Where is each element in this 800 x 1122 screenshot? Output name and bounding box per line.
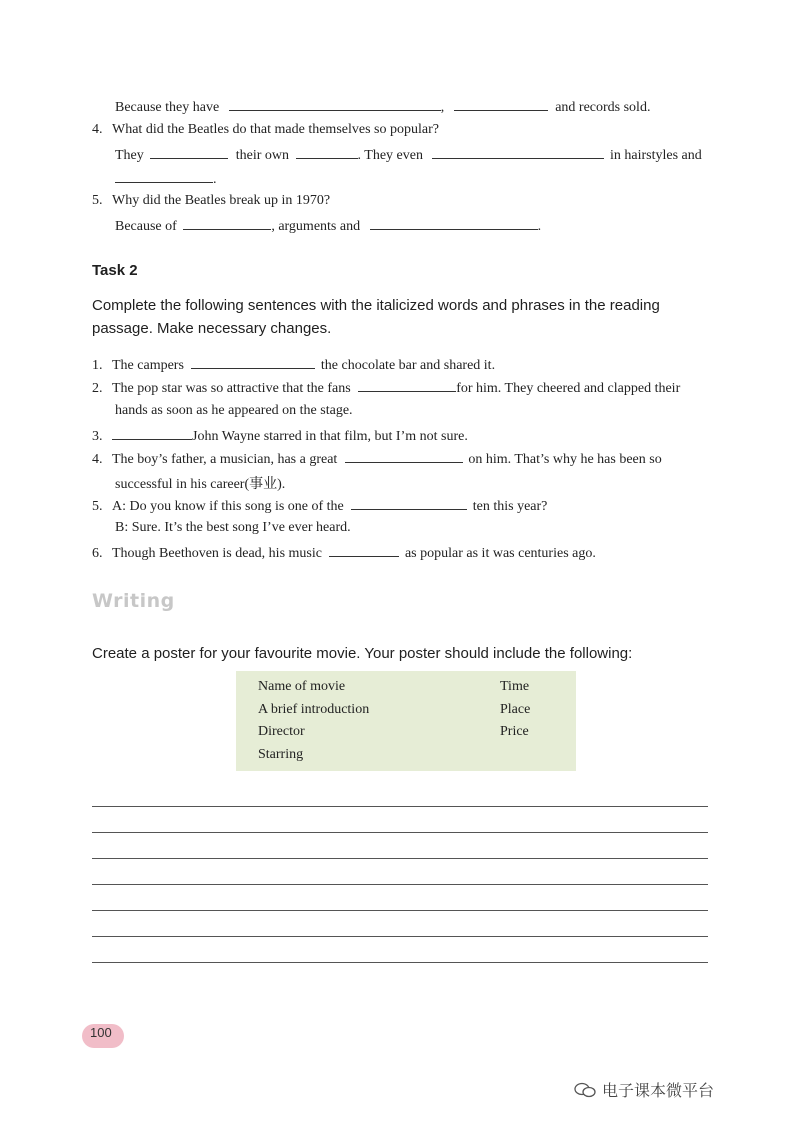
text: The pop star was so attractive that the fans <box>112 381 351 396</box>
task1-q3-answer-line <box>115 98 650 116</box>
writing-line[interactable] <box>92 832 708 833</box>
text: Though Beethoven is dead, his music <box>112 546 322 561</box>
poster-item: Name of movie <box>258 679 346 694</box>
task2-instruction-cont: passage. Make necessary changes. <box>92 320 332 337</box>
sentence-number: 3. <box>92 429 103 444</box>
question-number: 5. <box>92 193 103 208</box>
question-text: Why did the Beatles break up in 1970? <box>112 193 331 208</box>
task1-q5-answer-line <box>115 217 541 235</box>
task2-sentence-5 <box>92 497 547 515</box>
text: as popular as it was centuries ago. <box>404 546 596 561</box>
text: John Wayne starred in that film, but I’m not sure. <box>192 429 468 444</box>
answer-blank[interactable] <box>296 146 358 159</box>
task2-instruction: Complete the following sentences with the italicized words and phrases in the reading <box>92 297 660 314</box>
text: the chocolate bar and shared it. <box>320 358 496 373</box>
answer-blank[interactable] <box>345 450 463 463</box>
task2-sentence-5-reply: B: Sure. It’s the best song I’ve ever heard. <box>115 520 351 535</box>
sentence-number: 1. <box>92 358 103 373</box>
poster-item: A brief introduction <box>258 702 370 717</box>
task1-q4-answer-line <box>115 146 702 164</box>
question-number: 4. <box>92 122 103 137</box>
answer-blank[interactable] <box>112 427 192 440</box>
text: Because of <box>115 219 177 234</box>
answer-blank[interactable] <box>329 544 399 557</box>
writing-line[interactable] <box>92 884 708 885</box>
task2-sentence-4 <box>92 450 662 468</box>
text: . They even <box>357 148 423 163</box>
text: The boy’s father, a musician, has a great <box>112 452 338 467</box>
writing-line[interactable] <box>92 962 708 963</box>
text: . <box>213 172 217 187</box>
task2-sentence-2 <box>92 379 680 397</box>
text: their own <box>235 148 290 163</box>
text: on him. That’s why he has been so <box>468 452 662 467</box>
text: in hairstyles and <box>609 148 702 163</box>
writing-line[interactable] <box>92 806 708 807</box>
sentence-number: 4. <box>92 452 103 467</box>
writing-instruction: Create a poster for your favourite movie. Your poster should include the following: <box>92 645 633 662</box>
sentence-number: 5. <box>92 499 103 514</box>
text: The campers <box>112 358 184 373</box>
poster-item: Price <box>500 724 529 739</box>
task2-sentence-1 <box>92 356 495 374</box>
text: . <box>537 219 542 234</box>
text: They <box>115 148 144 163</box>
watermark <box>574 1078 714 1101</box>
page-number: 100 <box>90 1025 112 1040</box>
task2-heading: Task 2 <box>92 262 138 279</box>
task2-sentence-2-cont: hands as soon as he appeared on the stage. <box>115 403 353 418</box>
text: and records sold. <box>555 100 651 115</box>
answer-blank[interactable] <box>370 217 538 230</box>
writing-line[interactable] <box>92 910 708 911</box>
text: A: Do you know if this song is one of the <box>112 499 344 514</box>
text: for him. They cheered and clapped their <box>456 381 681 396</box>
answer-blank[interactable] <box>454 98 548 111</box>
text: ten this year? <box>472 499 548 514</box>
answer-blank[interactable] <box>358 379 456 392</box>
watermark-text: 电子课本微平台 <box>602 1081 715 1100</box>
question-text: What did the Beatles do that made themselves so popular? <box>112 122 439 137</box>
text: Because they have <box>115 100 220 115</box>
answer-blank[interactable] <box>115 170 213 183</box>
answer-blank[interactable] <box>229 98 441 111</box>
task1-q5-question <box>92 193 330 209</box>
text: , <box>440 100 445 115</box>
answer-blank[interactable] <box>351 497 467 510</box>
writing-heading: Writing <box>92 590 175 612</box>
poster-item: Place <box>500 702 531 717</box>
task2-sentence-6 <box>92 544 596 562</box>
task2-sentence-4-cont: successful in his career(事业). <box>115 477 286 492</box>
answer-blank[interactable] <box>432 146 604 159</box>
answer-blank[interactable] <box>150 146 228 159</box>
task1-q4-answer-line-2 <box>115 170 217 188</box>
poster-requirements-box <box>236 671 576 771</box>
answer-blank[interactable] <box>183 217 271 230</box>
poster-item: Starring <box>258 747 304 762</box>
writing-line[interactable] <box>92 936 708 937</box>
chat-bubble-icon <box>574 1082 596 1098</box>
sentence-number: 2. <box>92 381 103 396</box>
task1-q4-question <box>92 122 439 138</box>
text: , arguments and <box>271 219 361 234</box>
task2-sentence-3 <box>92 427 468 445</box>
poster-item: Director <box>258 724 305 739</box>
answer-blank[interactable] <box>191 356 315 369</box>
sentence-number: 6. <box>92 546 103 561</box>
poster-item: Time <box>500 679 530 694</box>
writing-line[interactable] <box>92 858 708 859</box>
